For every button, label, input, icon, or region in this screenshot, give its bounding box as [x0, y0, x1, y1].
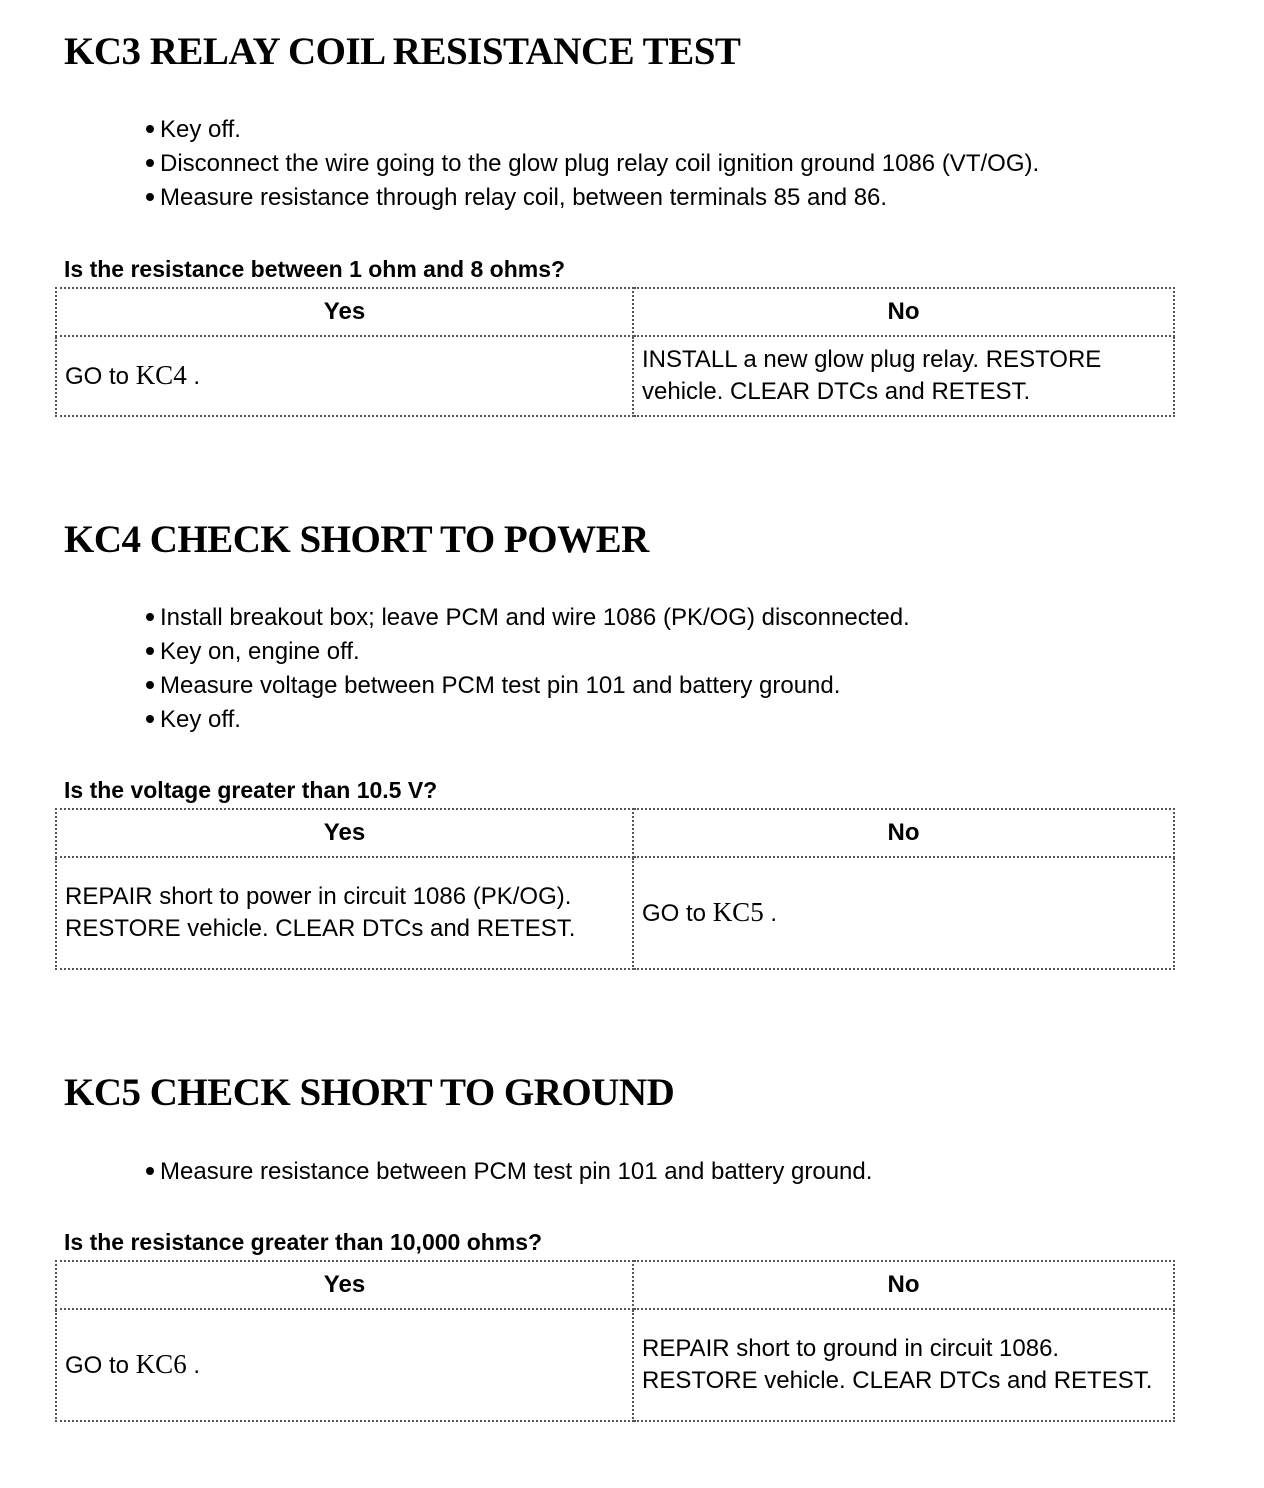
- header-no: No: [633, 1261, 1174, 1309]
- cell-no: INSTALL a new glow plug relay. RESTORE vehicle. CLEAR DTCs and RETEST.: [633, 336, 1174, 416]
- step-item: [146, 181, 1039, 215]
- go-to-text: GO to: [65, 1352, 136, 1379]
- period: .: [763, 900, 778, 927]
- bullet-icon: [146, 613, 154, 621]
- link-kc4[interactable]: KC4: [135, 360, 187, 390]
- header-yes: Yes: [56, 809, 633, 857]
- table-row: [56, 1309, 1174, 1421]
- step-item: [146, 601, 910, 635]
- link-kc6[interactable]: KC6: [135, 1349, 187, 1379]
- step-item: [146, 669, 910, 703]
- table-header-row: [56, 1261, 1174, 1309]
- period: .: [186, 363, 201, 390]
- header-no: No: [633, 809, 1174, 857]
- table-header-row: [56, 288, 1174, 336]
- cell-yes: [56, 1309, 633, 1421]
- step-text: Key on, engine off.: [160, 638, 360, 665]
- step-text: Key off.: [160, 116, 241, 143]
- cell-no: [633, 857, 1174, 969]
- header-yes: Yes: [56, 288, 633, 336]
- section-title: KC4 CHECK SHORT TO POWER: [64, 518, 649, 561]
- go-to-text: GO to: [65, 363, 136, 390]
- question: Is the voltage greater than 10.5 V?: [64, 777, 438, 803]
- bullet-icon: [146, 1167, 154, 1175]
- table-header-row: [56, 809, 1174, 857]
- step-list: [146, 1155, 872, 1189]
- decision-table: [55, 287, 1175, 417]
- header-yes: Yes: [56, 1261, 633, 1309]
- cell-no: REPAIR short to ground in circuit 1086. RESTORE vehicle. CLEAR DTCs and RETEST.: [633, 1309, 1174, 1421]
- table-row: [56, 857, 1174, 969]
- table-row: [56, 336, 1174, 416]
- bullet-icon: [146, 193, 154, 201]
- step-text: Disconnect the wire going to the glow plug relay coil ignition ground 1086 (VT/OG).: [160, 150, 1040, 177]
- step-item: [146, 635, 910, 669]
- step-list: [146, 601, 910, 737]
- step-item: [146, 147, 1039, 181]
- decision-table: [55, 808, 1175, 970]
- step-item: [146, 113, 1039, 147]
- section-title: KC3 RELAY COIL RESISTANCE TEST: [64, 30, 741, 73]
- link-kc5[interactable]: KC5: [712, 897, 764, 927]
- bullet-icon: [146, 715, 154, 723]
- step-text: Measure resistance between PCM test pin 101 and battery ground.: [160, 1158, 873, 1185]
- section-title: KC5 CHECK SHORT TO GROUND: [64, 1071, 675, 1114]
- step-item: [146, 1155, 872, 1189]
- step-text: Install breakout box; leave PCM and wire 1086 (PK/OG) disconnected.: [160, 604, 910, 631]
- cell-yes: REPAIR short to power in circuit 1086 (PK/OG). RESTORE vehicle. CLEAR DTCs and RETEST.: [56, 857, 633, 969]
- period: .: [186, 1352, 201, 1379]
- step-item: [146, 703, 910, 737]
- decision-table: [55, 1260, 1175, 1422]
- step-text: Measure voltage between PCM test pin 101 and battery ground.: [160, 672, 841, 699]
- cell-yes: [56, 336, 633, 416]
- step-text: Key off.: [160, 706, 241, 733]
- go-to-text: GO to: [642, 900, 713, 927]
- question: Is the resistance between 1 ohm and 8 ohms?: [64, 256, 566, 282]
- question: Is the resistance greater than 10,000 ohms?: [64, 1229, 543, 1255]
- step-list: [146, 113, 1039, 215]
- header-no: No: [633, 288, 1174, 336]
- step-text: Measure resistance through relay coil, between terminals 85 and 86.: [160, 184, 888, 211]
- bullet-icon: [146, 681, 154, 689]
- bullet-icon: [146, 125, 154, 133]
- bullet-icon: [146, 647, 154, 655]
- bullet-icon: [146, 159, 154, 167]
